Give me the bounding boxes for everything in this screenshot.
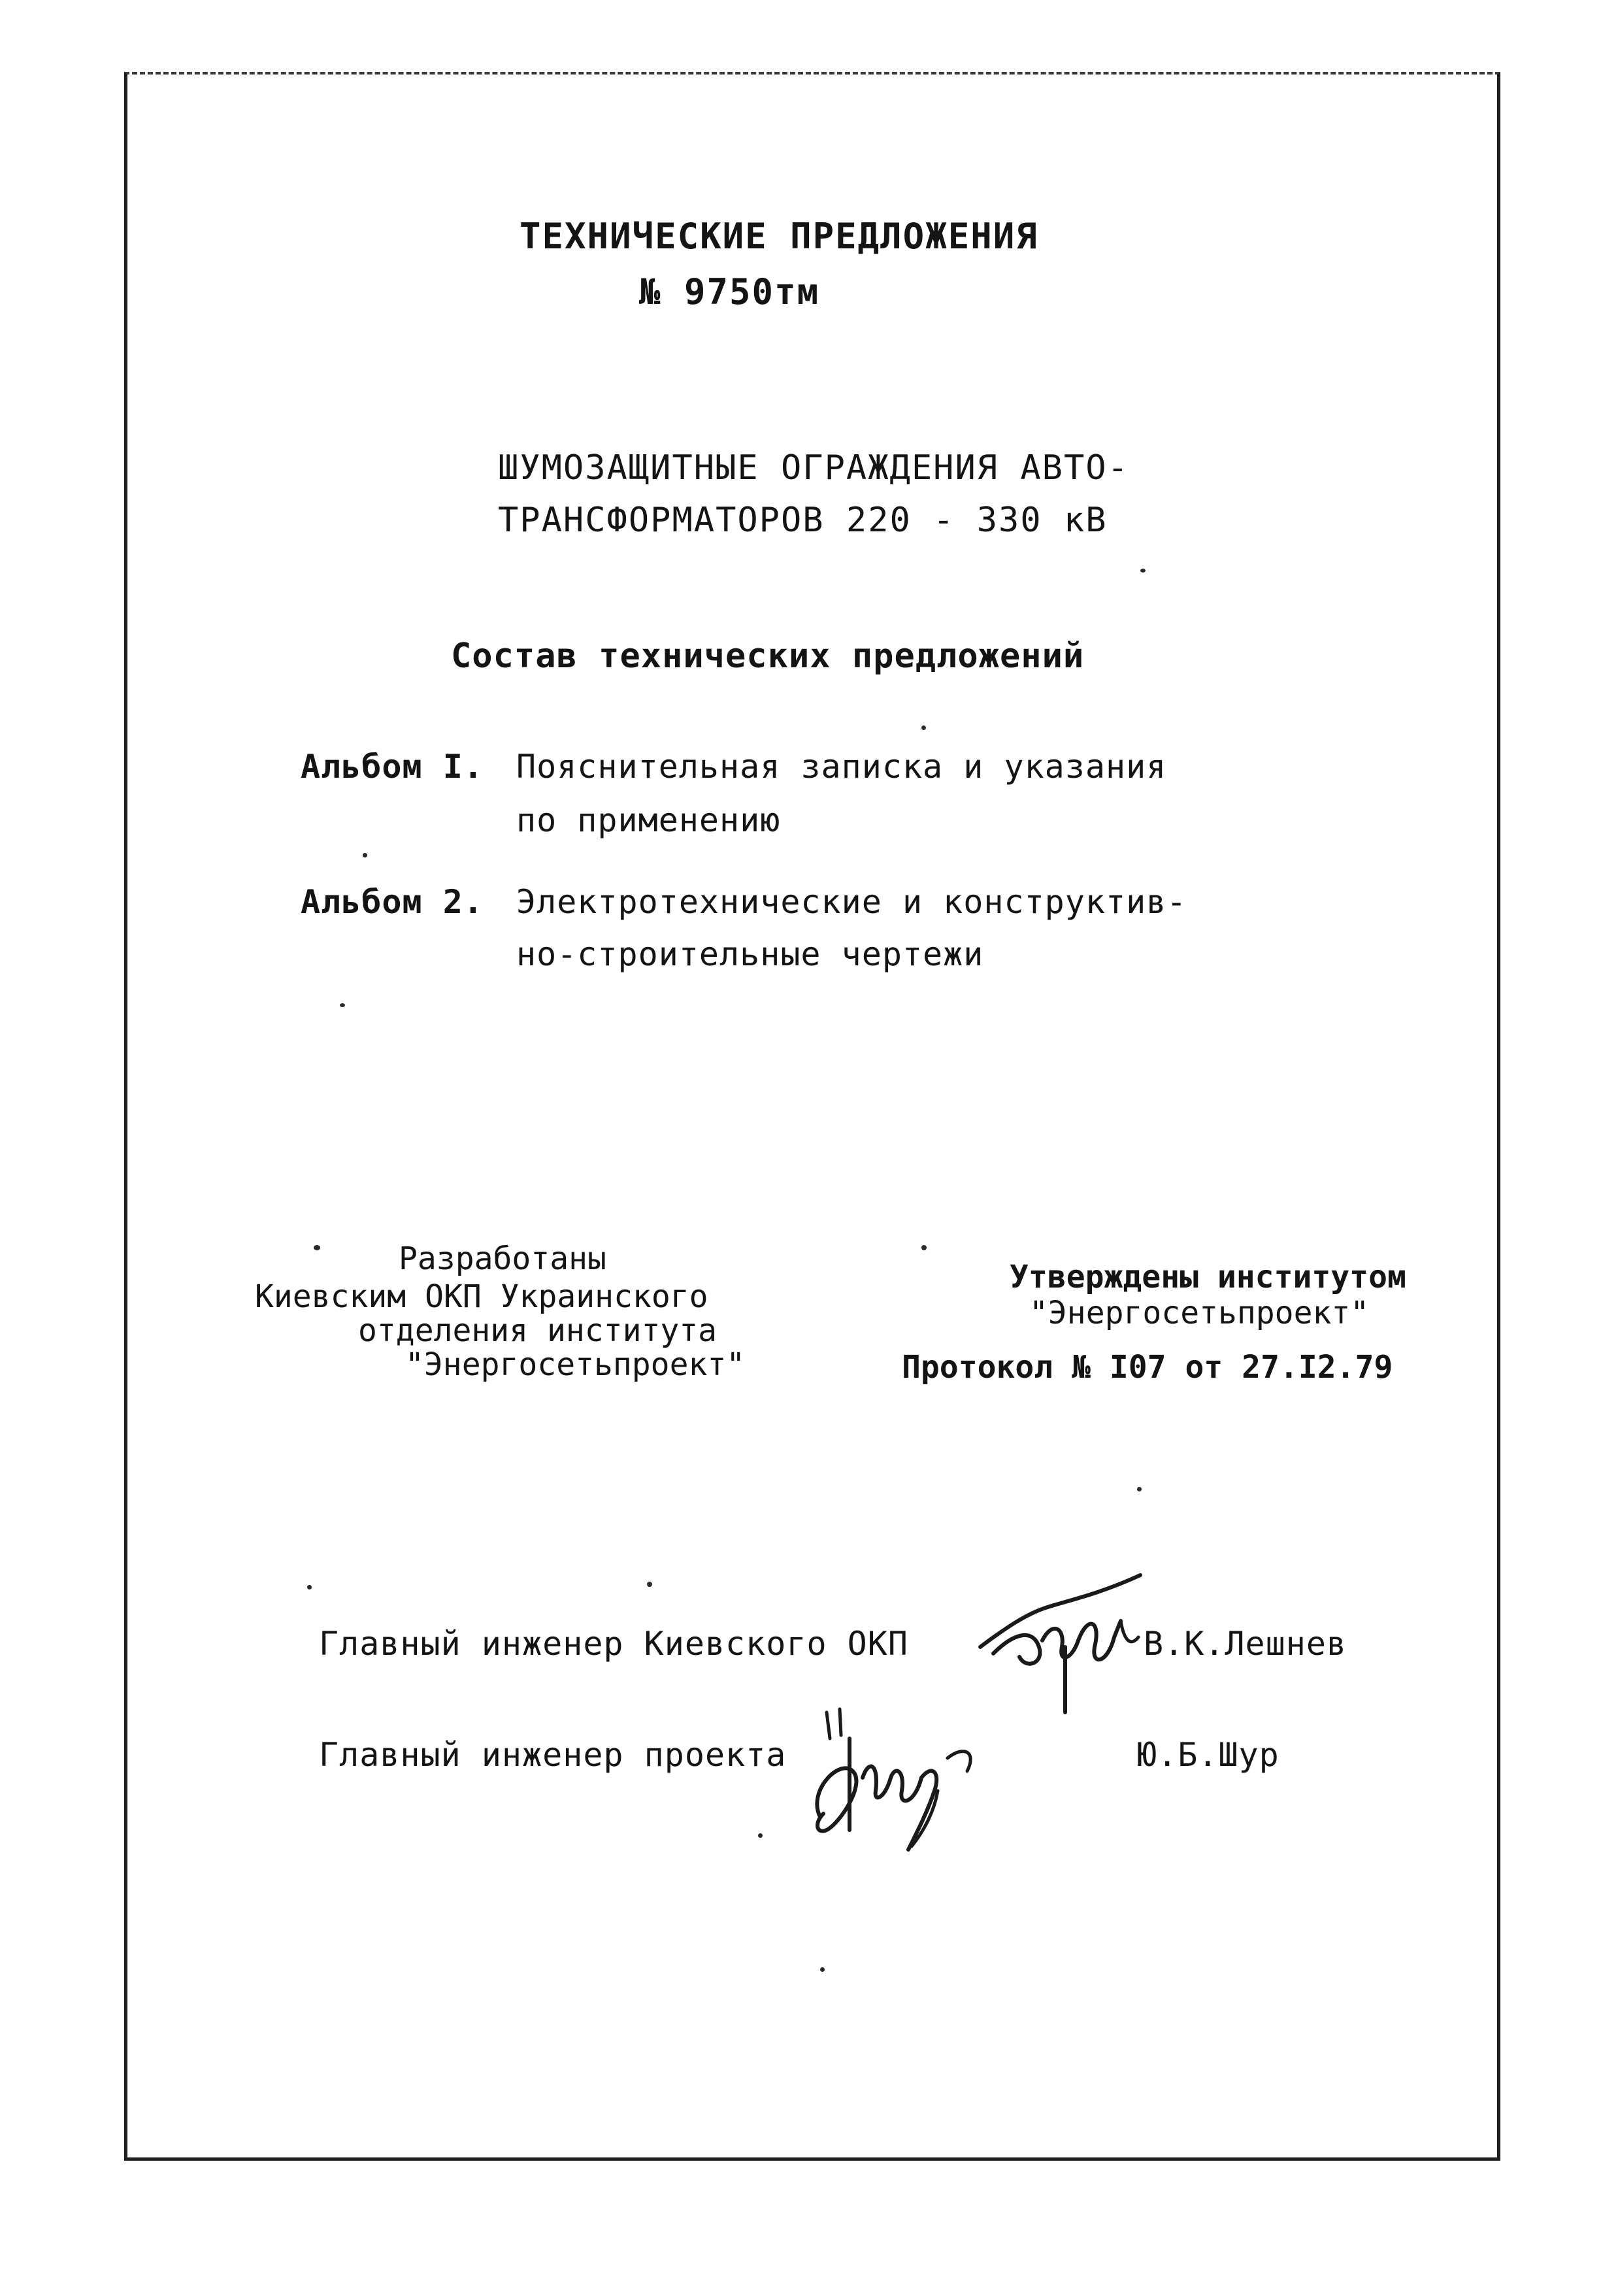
album-1-desc-line-1: Пояснительная записка и указания xyxy=(516,748,1167,786)
approved-line-2: "Энергосетьпроект" xyxy=(1029,1295,1370,1331)
developed-line-2: Киевским ОКП Украинского xyxy=(255,1278,708,1315)
chief-engineer-okp-role: Главный инженер Киевского ОКП xyxy=(319,1625,908,1663)
album-2-label: Альбом 2. xyxy=(301,883,484,921)
album-1-desc-line-2: по применению xyxy=(516,801,781,839)
scan-speck xyxy=(340,1003,345,1007)
chief-project-engineer-name: Ю.Б.Шур xyxy=(1137,1736,1280,1774)
approved-protocol: Протокол № I07 от 27.I2.79 xyxy=(902,1349,1393,1386)
scan-speck xyxy=(1137,1487,1142,1491)
scan-speck xyxy=(820,1967,825,1972)
signature-2-image xyxy=(801,1699,997,1856)
developed-line-3: отделения института xyxy=(358,1312,718,1349)
composition-heading: Состав технических предложений xyxy=(451,637,1085,676)
chief-project-engineer-role: Главный инженер проекта xyxy=(319,1736,787,1774)
scan-speck xyxy=(758,1833,763,1838)
scan-speck xyxy=(921,725,926,730)
document-number: № 9750тм xyxy=(639,271,820,312)
album-2-desc-line-2: но-строительные чертежи xyxy=(516,935,984,973)
document-type-heading: ТЕХНИЧЕСКИЕ ПРЕДЛОЖЕНИЯ xyxy=(520,216,1038,257)
scan-speck xyxy=(921,1245,927,1250)
developed-line-1: Разработаны xyxy=(399,1240,606,1277)
approved-line-1: Утверждены институтом xyxy=(1010,1259,1406,1295)
title-line-2: ТРАНСФОРМАТОРОВ 220 - 330 кВ xyxy=(498,501,1108,540)
album-1-label: Альбом I. xyxy=(301,748,484,786)
scan-speck xyxy=(1140,569,1146,573)
signature-1-image xyxy=(967,1549,1150,1719)
album-2-desc-line-1: Электротехнические и конструктив- xyxy=(516,883,1187,921)
scan-speck xyxy=(307,1585,312,1589)
scan-speck xyxy=(647,1582,652,1587)
scan-speck xyxy=(363,853,367,857)
chief-engineer-okp-name: В.К.Лешнев xyxy=(1144,1625,1347,1663)
title-line-1: ШУМОЗАЩИТНЫЕ ОГРАЖДЕНИЯ АВТО- xyxy=(498,448,1129,488)
developed-line-4: "Энергосетьпроект" xyxy=(405,1346,746,1383)
scan-speck xyxy=(314,1245,320,1250)
